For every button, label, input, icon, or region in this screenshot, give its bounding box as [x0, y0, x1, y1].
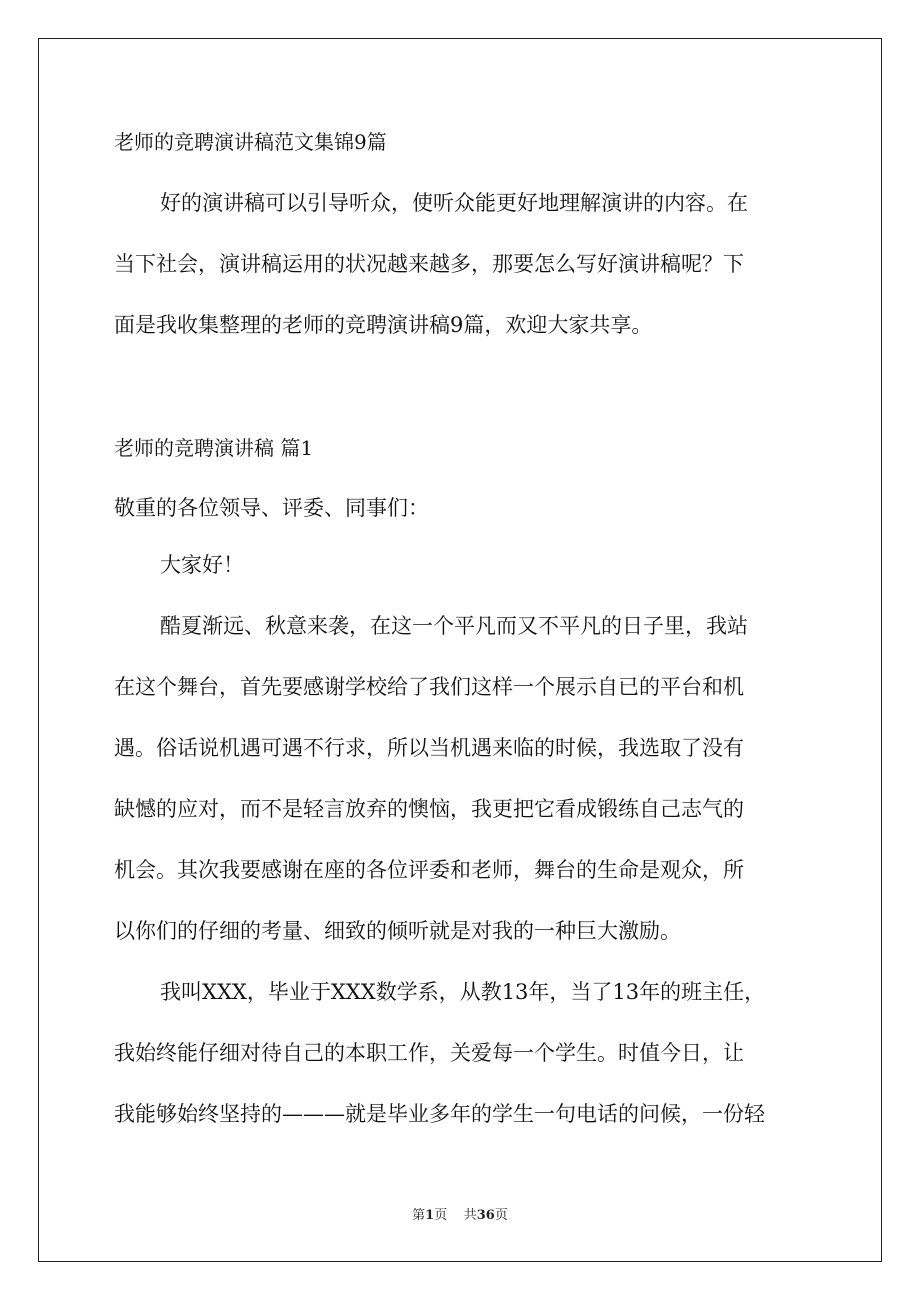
page-prefix: 第 [412, 1208, 426, 1223]
page-suffix: 页 [434, 1208, 448, 1223]
greeting: 大家好！ [160, 553, 244, 577]
paragraph-line: 我始终能仔细对待自己的本职工作，关爱每一个学生。时值今日，让 [114, 1041, 744, 1065]
total-pages: 36 [476, 1208, 495, 1223]
intro-line: 好的演讲稿可以引导听众，使听众能更好地理解演讲的内容。在 [160, 191, 748, 215]
page-number: 1 [425, 1208, 435, 1223]
paragraph-line: 遇。俗话说机遇可遇不行求，所以当机遇来临的时候，我选取了没有 [114, 736, 744, 760]
paragraph-line: 酷夏渐远、秋意来袭，在这一个平凡而又不平凡的日子里，我站 [160, 614, 748, 638]
page-footer [0, 1206, 920, 1226]
paragraph-line: 以你们的仔细的考量、细致的倾听就是对我的一种巨大激励。 [114, 919, 681, 943]
paragraph-line: 机会。其次我要感谢在座的各位评委和老师，舞台的生命是观众，所 [114, 858, 744, 882]
total-prefix: 共 [463, 1208, 477, 1223]
document-title: 老师的竞聘演讲稿范文集锦9篇 [114, 130, 387, 154]
salutation: 敬重的各位领导、评委、同事们： [114, 496, 429, 520]
intro-line: 面是我收集整理的老师的竞聘演讲稿9篇，欢迎大家共享。 [114, 313, 653, 337]
section-title: 老师的竞聘演讲稿 篇1 [114, 436, 314, 460]
paragraph-line: 我叫XXX，毕业于XXX数学系，从教13年，当了13年的班主任， [160, 980, 766, 1004]
paragraph-line: 我能够始终坚持的———就是毕业多年的学生一句电话的问候，一份轻 [114, 1102, 765, 1126]
paragraph-line: 缺憾的应对，而不是轻言放弃的懊恼，我更把它看成锻练自己志气的 [114, 797, 744, 821]
paragraph-line: 在这个舞台，首先要感谢学校给了我们这样一个展示自已的平台和机 [114, 675, 744, 699]
total-suffix: 页 [494, 1208, 508, 1223]
page-border [38, 38, 882, 1262]
intro-line: 当下社会，演讲稿运用的状况越来越多，那要怎么写好演讲稿呢？下 [114, 252, 744, 276]
